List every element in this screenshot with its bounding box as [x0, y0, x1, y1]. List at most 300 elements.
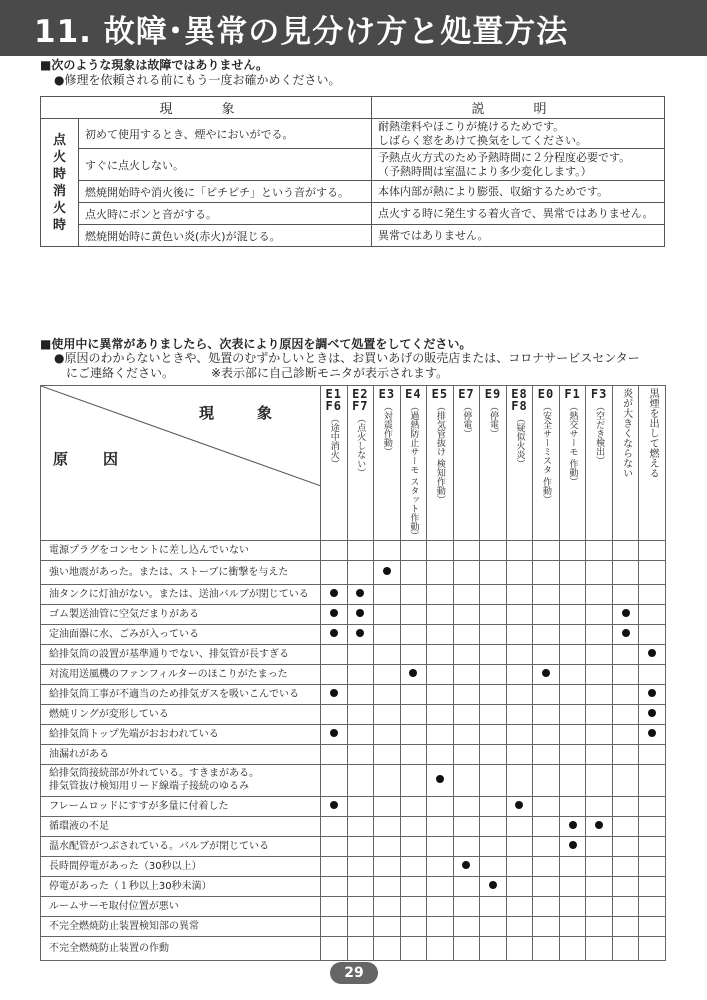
- mark-cell: [559, 724, 586, 744]
- mark-cell: [480, 936, 507, 960]
- mark-cell: [506, 644, 533, 664]
- mark-cell: [347, 664, 374, 684]
- not-a-fault-row: [41, 225, 665, 247]
- column-header: [506, 386, 533, 541]
- mark-cell: [374, 876, 401, 896]
- error-code: E2: [352, 387, 369, 401]
- category-char: 火: [52, 200, 66, 216]
- col-explanation-header: 説 明: [372, 97, 665, 119]
- mark-cell: [374, 624, 401, 644]
- mark-cell: [321, 624, 348, 644]
- mark-cell: [347, 584, 374, 604]
- mark-cell: [321, 604, 348, 624]
- cause-cell: [41, 936, 321, 960]
- mark-cell: [400, 856, 427, 876]
- diagnosis-table: [40, 385, 666, 961]
- not-a-fault-row: [41, 181, 665, 203]
- applicable-dot-icon: [356, 609, 364, 617]
- explanation-line: 点火する時に発生する着火音で、異常ではありません。: [378, 206, 654, 220]
- column-description: （空だき検出）: [594, 402, 605, 465]
- mark-cell: [374, 664, 401, 684]
- mark-cell: [427, 764, 454, 796]
- mark-cell: [374, 684, 401, 704]
- error-code: E1: [325, 387, 342, 401]
- cause-text: 長時間停電があった（30秒以上）: [49, 860, 202, 872]
- applicable-dot-icon: [569, 821, 577, 829]
- cause-cell: [41, 796, 321, 816]
- mark-cell: [639, 664, 666, 684]
- mark-cell: [559, 916, 586, 936]
- cause-text: 電源プラグをコンセントに差し込んでいない: [49, 544, 249, 556]
- mark-cell: [400, 540, 427, 560]
- mark-cell: [506, 724, 533, 744]
- column-header: [453, 386, 480, 541]
- mark-cell: [612, 896, 639, 916]
- mark-cell: [453, 896, 480, 916]
- mark-cell: [480, 856, 507, 876]
- mark-cell: [612, 856, 639, 876]
- applicable-dot-icon: [330, 629, 338, 637]
- mark-cell: [321, 704, 348, 724]
- applicable-dot-icon: [515, 801, 523, 809]
- mark-cell: [506, 836, 533, 856]
- mark-cell: [400, 936, 427, 960]
- applicable-dot-icon: [622, 629, 630, 637]
- mark-cell: [612, 796, 639, 816]
- cause-text: 不完全燃焼防止装置の作動: [49, 942, 169, 954]
- cause-text: 給排気筒トップ先端がおおわれている: [49, 728, 219, 740]
- cause-text: 給排気筒工事が不適当のため排気ガスを吸いこんでいる: [49, 688, 299, 700]
- category-char: 時: [52, 217, 66, 233]
- cause-text: 給排気筒接続部が外れている。すきまがある。: [49, 768, 259, 780]
- mark-cell: [639, 836, 666, 856]
- mark-cell: [427, 744, 454, 764]
- mark-cell: [586, 936, 613, 960]
- mark-cell: [533, 896, 560, 916]
- cause-text: 油漏れがある: [49, 748, 109, 760]
- section1-subnote: ●修理を依頼される前にもう一度お確かめください。: [54, 73, 341, 87]
- mark-cell: [480, 624, 507, 644]
- mark-cell: [427, 876, 454, 896]
- applicable-dot-icon: [409, 669, 417, 677]
- mark-cell: [559, 876, 586, 896]
- cause-text: 給排気筒の設置が基準通りでない、排気管が長すぎる: [49, 648, 289, 660]
- section2-subnote-1: ●原因のわからないときや、処置のむずかしいときは、お買いあげの販売店または、コロナサービスセンター: [54, 351, 640, 365]
- mark-cell: [586, 704, 613, 724]
- cause-text: 定油面器に水、ごみが入っている: [49, 628, 199, 640]
- mark-cell: [400, 896, 427, 916]
- mark-cell: [427, 916, 454, 936]
- mark-cell: [533, 540, 560, 560]
- mark-cell: [480, 816, 507, 836]
- mark-cell: [321, 876, 348, 896]
- column-header: [374, 386, 401, 541]
- mark-cell: [506, 684, 533, 704]
- mark-cell: [533, 560, 560, 584]
- applicable-dot-icon: [356, 629, 364, 637]
- cause-text: ゴム製送油管に空気だまりがある: [49, 608, 199, 620]
- mark-cell: [400, 916, 427, 936]
- explanation-cell: [372, 149, 665, 181]
- applicable-dot-icon: [330, 801, 338, 809]
- error-code: F6: [325, 399, 342, 413]
- mark-cell: [400, 764, 427, 796]
- column-description: （疑似火炎）: [514, 414, 525, 468]
- error-code: E3: [378, 387, 396, 401]
- mark-cell: [506, 856, 533, 876]
- cause-text: 循環液の不足: [49, 820, 109, 832]
- mark-cell: [506, 764, 533, 796]
- mark-cell: [427, 644, 454, 664]
- table-row: [41, 876, 666, 896]
- mark-cell: [639, 560, 666, 584]
- error-code: E7: [458, 387, 475, 401]
- column-description: 黒煙を出して燃える: [647, 388, 659, 478]
- mark-cell: [374, 764, 401, 796]
- mark-cell: [506, 604, 533, 624]
- mark-cell: [506, 704, 533, 724]
- cause-cell: [41, 836, 321, 856]
- applicable-dot-icon: [330, 689, 338, 697]
- table-row: [41, 816, 666, 836]
- mark-cell: [639, 684, 666, 704]
- mark-cell: [533, 704, 560, 724]
- cause-text: 対流用送風機のファンフィルターのほこりがたまった: [49, 668, 288, 680]
- error-code: F8: [511, 399, 528, 413]
- table-row: [41, 896, 666, 916]
- mark-cell: [321, 540, 348, 560]
- mark-cell: [586, 624, 613, 644]
- column-description: （排気管抜け 検知作動）: [434, 402, 445, 504]
- cause-cell: [41, 584, 321, 604]
- mark-cell: [559, 684, 586, 704]
- explanation-line: 本体内部が熱により膨張、収縮するためです。: [378, 184, 609, 198]
- mark-cell: [427, 896, 454, 916]
- mark-cell: [321, 584, 348, 604]
- cause-cell: [41, 856, 321, 876]
- explanation-cell: [372, 225, 665, 247]
- mark-cell: [374, 896, 401, 916]
- mark-cell: [586, 724, 613, 744]
- error-code: E0: [537, 387, 555, 401]
- mark-cell: [480, 896, 507, 916]
- mark-cell: [453, 836, 480, 856]
- mark-cell: [453, 540, 480, 560]
- mark-cell: [533, 836, 560, 856]
- mark-cell: [639, 644, 666, 664]
- mark-cell: [374, 540, 401, 560]
- corner-diagonal: [41, 386, 321, 486]
- error-code: F7: [352, 399, 369, 413]
- mark-cell: [427, 560, 454, 584]
- column-description: （過熱防止サーモ スタット作動）: [408, 402, 419, 540]
- cause-text: 排気管抜け検知用リード線端子接続のゆるみ: [49, 781, 249, 793]
- mark-cell: [533, 916, 560, 936]
- page-number: 29: [330, 962, 378, 984]
- mark-cell: [612, 604, 639, 624]
- cause-text: ルームサーモ取付位置が悪い: [49, 900, 179, 912]
- column-header: [639, 386, 666, 541]
- mark-cell: [639, 540, 666, 560]
- mark-cell: [480, 724, 507, 744]
- column-description: 炎が大きくならない: [620, 388, 632, 478]
- mark-cell: [586, 560, 613, 584]
- column-header: [347, 386, 374, 541]
- column-header: [533, 386, 560, 541]
- explanation-line: 異常ではありません。: [378, 228, 489, 242]
- mark-cell: [453, 724, 480, 744]
- mark-cell: [586, 896, 613, 916]
- mark-cell: [321, 896, 348, 916]
- mark-cell: [612, 876, 639, 896]
- column-description: （熱交サーモ 作動）: [567, 402, 578, 486]
- mark-cell: [612, 684, 639, 704]
- mark-cell: [427, 836, 454, 856]
- mark-cell: [453, 744, 480, 764]
- mark-cell: [427, 540, 454, 560]
- table-row: [41, 836, 666, 856]
- mark-cell: [347, 936, 374, 960]
- cause-cell: [41, 624, 321, 644]
- applicable-dot-icon: [330, 589, 338, 597]
- mark-cell: [559, 796, 586, 816]
- mark-cell: [612, 744, 639, 764]
- mark-cell: [321, 796, 348, 816]
- corner-phenomenon-label: 現 象: [199, 404, 287, 422]
- mark-cell: [400, 684, 427, 704]
- cause-text: 温水配管がつぶされている。バルブが閉じている: [49, 840, 269, 852]
- mark-cell: [559, 816, 586, 836]
- cause-cell: [41, 744, 321, 764]
- mark-cell: [612, 724, 639, 744]
- mark-cell: [639, 796, 666, 816]
- mark-cell: [374, 916, 401, 936]
- mark-cell: [559, 896, 586, 916]
- mark-cell: [374, 796, 401, 816]
- section2-heading: ■使用中に異常がありましたら、次表により原因を調べて処置をしてください。: [40, 337, 472, 351]
- mark-cell: [374, 560, 401, 584]
- cause-cell: [41, 560, 321, 584]
- mark-cell: [612, 540, 639, 560]
- mark-cell: [506, 624, 533, 644]
- not-a-fault-row: [41, 119, 665, 149]
- phenomenon-cell: 燃焼開始時や消火後に「ピチピチ」という音がする。: [79, 181, 372, 203]
- mark-cell: [612, 644, 639, 664]
- mark-cell: [533, 816, 560, 836]
- mark-cell: [453, 684, 480, 704]
- mark-cell: [374, 744, 401, 764]
- mark-cell: [559, 604, 586, 624]
- mark-cell: [374, 936, 401, 960]
- header-corner-cell: [41, 386, 321, 541]
- mark-cell: [347, 764, 374, 796]
- applicable-dot-icon: [330, 729, 338, 737]
- mark-cell: [347, 704, 374, 724]
- mark-cell: [533, 744, 560, 764]
- table-row: [41, 936, 666, 960]
- mark-cell: [347, 876, 374, 896]
- not-a-fault-row: [41, 149, 665, 181]
- category-char: 点: [52, 132, 66, 148]
- mark-cell: [586, 684, 613, 704]
- mark-cell: [453, 936, 480, 960]
- mark-cell: [427, 684, 454, 704]
- mark-cell: [427, 816, 454, 836]
- category-char: 時: [52, 166, 66, 182]
- table-row: [41, 684, 666, 704]
- mark-cell: [612, 584, 639, 604]
- mark-cell: [374, 724, 401, 744]
- mark-cell: [374, 836, 401, 856]
- mark-cell: [612, 704, 639, 724]
- mark-cell: [506, 560, 533, 584]
- mark-cell: [347, 540, 374, 560]
- header-band: [0, 0, 707, 56]
- column-header: [612, 386, 639, 541]
- mark-cell: [427, 936, 454, 960]
- mark-cell: [612, 624, 639, 644]
- applicable-dot-icon: [330, 609, 338, 617]
- mark-cell: [639, 936, 666, 960]
- cause-cell: [41, 704, 321, 724]
- mark-cell: [586, 836, 613, 856]
- mark-cell: [480, 764, 507, 796]
- mark-cell: [480, 876, 507, 896]
- cause-cell: [41, 644, 321, 664]
- mark-cell: [321, 764, 348, 796]
- cause-cell: [41, 764, 321, 796]
- mark-cell: [586, 816, 613, 836]
- mark-cell: [347, 896, 374, 916]
- mark-cell: [480, 664, 507, 684]
- mark-cell: [639, 744, 666, 764]
- mark-cell: [559, 836, 586, 856]
- mark-cell: [453, 584, 480, 604]
- mark-cell: [400, 604, 427, 624]
- mark-cell: [400, 624, 427, 644]
- mark-cell: [586, 664, 613, 684]
- mark-cell: [453, 916, 480, 936]
- mark-cell: [427, 724, 454, 744]
- mark-cell: [374, 856, 401, 876]
- column-description: （停電）: [487, 402, 498, 438]
- table-row: [41, 540, 666, 560]
- mark-cell: [453, 856, 480, 876]
- mark-cell: [612, 816, 639, 836]
- mark-cell: [321, 664, 348, 684]
- mark-cell: [400, 744, 427, 764]
- applicable-dot-icon: [356, 589, 364, 597]
- mark-cell: [374, 604, 401, 624]
- mark-cell: [559, 540, 586, 560]
- table-row: [41, 604, 666, 624]
- cause-text: 停電があった（１秒以上30秒未満）: [49, 880, 212, 892]
- mark-cell: [400, 560, 427, 584]
- cause-text: 燃焼リングが変形している: [49, 708, 169, 720]
- applicable-dot-icon: [489, 881, 497, 889]
- table-row: [41, 724, 666, 744]
- table-row: [41, 704, 666, 724]
- mark-cell: [453, 876, 480, 896]
- error-code: E8: [511, 387, 528, 401]
- category-cell: [41, 119, 79, 247]
- mark-cell: [400, 796, 427, 816]
- mark-cell: [639, 896, 666, 916]
- mark-cell: [480, 560, 507, 584]
- table-row: [41, 624, 666, 644]
- explanation-line: 耐熱塗料やほこりが焼けるためです。: [378, 119, 565, 133]
- mark-cell: [586, 584, 613, 604]
- cause-cell: [41, 664, 321, 684]
- mark-cell: [480, 604, 507, 624]
- error-code: E4: [405, 387, 422, 401]
- phenomenon-cell: 燃焼開始時に黄色い炎(赤火)が混じる。: [79, 225, 372, 247]
- mark-cell: [586, 644, 613, 664]
- mark-cell: [374, 816, 401, 836]
- column-description: （途中消火）: [328, 414, 339, 468]
- table-row: [41, 664, 666, 684]
- explanation-line: しばらく窓をあけて換気をしてください。: [378, 133, 587, 147]
- mark-cell: [347, 856, 374, 876]
- mark-cell: [480, 684, 507, 704]
- mark-cell: [347, 816, 374, 836]
- mark-cell: [506, 540, 533, 560]
- mark-cell: [321, 684, 348, 704]
- mark-cell: [639, 916, 666, 936]
- mark-cell: [453, 796, 480, 816]
- explanation-line: （予熱時間は室温により多少変化します。）: [378, 164, 592, 178]
- mark-cell: [559, 764, 586, 796]
- mark-cell: [506, 796, 533, 816]
- mark-cell: [453, 816, 480, 836]
- mark-cell: [533, 604, 560, 624]
- error-code: E9: [484, 387, 502, 401]
- explanation-cell: [372, 203, 665, 225]
- mark-cell: [347, 744, 374, 764]
- mark-cell: [321, 744, 348, 764]
- phenomenon-cell: すぐに点火しない。: [79, 149, 372, 181]
- mark-cell: [453, 764, 480, 796]
- cause-text: 油タンクに灯油がない。または、送油バルブが閉じている: [49, 588, 309, 600]
- page-title: 11. 故障･異常の見分け方と処置方法: [34, 14, 569, 50]
- mark-cell: [321, 560, 348, 584]
- mark-cell: [453, 704, 480, 724]
- column-header: [400, 386, 427, 541]
- mark-cell: [347, 644, 374, 664]
- phenomenon-cell: 初めて使用するとき、煙やにおいがでる。: [79, 119, 372, 149]
- mark-cell: [374, 644, 401, 664]
- mark-cell: [586, 856, 613, 876]
- explanation-cell: [372, 181, 665, 203]
- column-header: [480, 386, 507, 541]
- table-row: [41, 644, 666, 664]
- section1-heading: ■次のような現象は故障ではありません。: [40, 58, 269, 72]
- mark-cell: [506, 916, 533, 936]
- mark-cell: [559, 584, 586, 604]
- mark-cell: [480, 744, 507, 764]
- not-a-fault-row: [41, 203, 665, 225]
- applicable-dot-icon: [648, 649, 656, 657]
- cause-cell: [41, 876, 321, 896]
- mark-cell: [427, 704, 454, 724]
- mark-cell: [612, 560, 639, 584]
- mark-cell: [480, 836, 507, 856]
- mark-cell: [533, 856, 560, 876]
- applicable-dot-icon: [569, 841, 577, 849]
- error-code: F1: [564, 387, 581, 401]
- mark-cell: [347, 624, 374, 644]
- mark-cell: [400, 704, 427, 724]
